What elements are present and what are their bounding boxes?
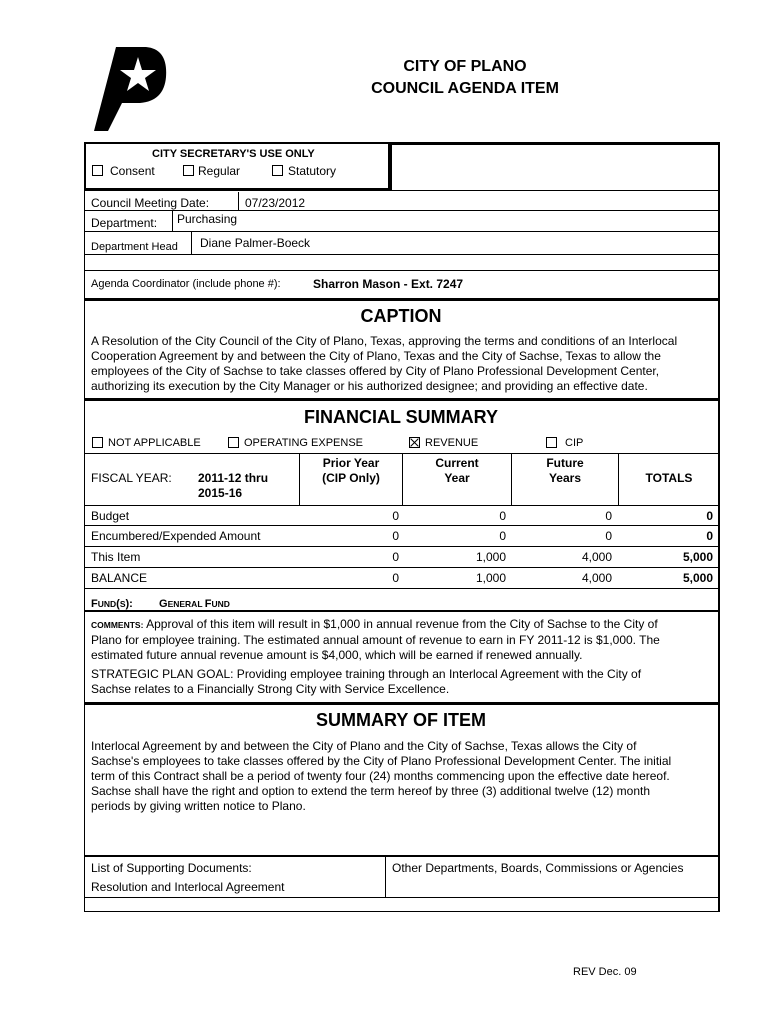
operating-expense-label: OPERATING EXPENSE: [244, 437, 363, 449]
consent-label: Consent: [110, 164, 155, 178]
row-balance-prior: 0: [392, 571, 399, 585]
revision-note: REV Dec. 09: [573, 966, 637, 978]
col-current-year: Current Year: [435, 456, 479, 485]
city-title: CITY OF PLANO: [403, 58, 527, 75]
col-totals: TOTALS: [645, 471, 693, 485]
caption-text: A Resolution of the City Council of the City of Plano, Texas, approving the terms and conditions of an Interlocal Cooperation Agreement by and between the City of Plano, Texas and the City of Sachse, Texas to allow the employees of the City of Sachse to take classes offered by City of Plano Professional Development Center, authorizing its execution by the City Manager or his authorized designee; and providing an effective date.: [91, 334, 678, 393]
row-this-item-prior: 0: [392, 550, 399, 564]
summary-text: Interlocal Agreement by and between the City of Plano and the City of Sachse, Texas allows the City of Sachse's employees to take classes offered by the City of Plano Professional Development Center. The initial term of this Contract shall be a period of twenty four (24) months commencing upon the effective date hereof. Sachse shall have the right and option to extend the term hereof by three (3) additional twelve (12) month periods by giving written notice to Plano.: [91, 739, 672, 813]
revenue-label: REVENUE: [425, 437, 479, 449]
agenda-item-title: COUNCIL AGENDA ITEM: [371, 80, 559, 97]
row-encumbered-future: 0: [605, 529, 612, 543]
coordinator-label: Agenda Coordinator (include phone #):: [91, 278, 281, 290]
strategic-plan-text: STRATEGIC PLAN GOAL: Providing employee training through an Interlocal Agreement with the City of Sachse relates to a Financially Strong City with Service Excellence.: [91, 667, 642, 696]
row-encumbered-prior: 0: [392, 529, 399, 543]
funds-value: GENERAL FUND: [159, 598, 230, 610]
meeting-date-value: 07/23/2012: [245, 196, 306, 210]
funds-label: FUND(S):: [91, 598, 133, 610]
row-balance-total: 5,000: [682, 571, 713, 585]
col-prior-year: Prior Year (CIP Only): [322, 456, 380, 485]
row-balance-current: 1,000: [475, 571, 506, 585]
city-of-plano-logo: [92, 45, 170, 133]
not-applicable-label: NOT APPLICABLE: [108, 437, 201, 449]
meeting-date-label: Council Meeting Date:: [91, 196, 210, 210]
row-this-item-total: 5,000: [682, 550, 713, 564]
fiscal-year-value-2: 2015-16: [198, 486, 243, 500]
col-future-years: Future Years: [546, 456, 584, 485]
row-encumbered-current: 0: [499, 529, 506, 543]
row-balance-label: BALANCE: [91, 571, 148, 585]
summary-title: SUMMARY OF ITEM: [316, 710, 486, 730]
department-head-label: Department Head: [91, 241, 178, 253]
row-budget-current: 0: [499, 509, 506, 523]
fiscal-year-value-1: 2011-12 thru: [198, 471, 269, 485]
supporting-docs-value: Resolution and Interlocal Agreement: [91, 880, 285, 894]
statutory-label: Statutory: [288, 164, 337, 178]
fiscal-year-label: FISCAL YEAR:: [91, 471, 172, 485]
row-this-item-future: 4,000: [581, 550, 612, 564]
row-this-item-current: 1,000: [475, 550, 506, 564]
row-encumbered-total: 0: [706, 529, 713, 543]
other-departments-label: Other Departments, Boards, Commissions or Agencies: [392, 861, 684, 875]
supporting-docs-label: List of Supporting Documents:: [91, 861, 252, 875]
row-budget-prior: 0: [392, 509, 399, 523]
row-balance-future: 4,000: [581, 571, 612, 585]
regular-label: Regular: [198, 164, 241, 178]
financial-summary-title: FINANCIAL SUMMARY: [304, 407, 498, 427]
cip-label: CIP: [565, 437, 584, 449]
department-head-value: Diane Palmer-Boeck: [200, 236, 311, 250]
cip-checkbox[interactable]: [546, 437, 557, 448]
row-budget-label: Budget: [91, 509, 130, 523]
not-applicable-checkbox[interactable]: [92, 437, 103, 448]
coordinator-value: Sharron Mason - Ext. 7247: [313, 277, 464, 291]
comments-text: COMMENTS: Approval of this item will result in $1,000 in annual revenue from the City of Sachse to the City of Plano for employee training. The estimated annual amount of revenue to earn in FY 2011-12 is $1,000. The estimated future annual revenue amount is $4,000, which will be earned if renewed annually.: [91, 617, 660, 662]
department-label: Department:: [91, 216, 158, 230]
comments-label: COMMENTS:: [91, 620, 144, 630]
regular-checkbox[interactable]: [183, 165, 194, 176]
row-budget-future: 0: [605, 509, 612, 523]
caption-title: CAPTION: [360, 306, 442, 326]
statutory-checkbox[interactable]: [272, 165, 283, 176]
row-this-item-label: This Item: [91, 550, 141, 564]
secretary-title: CITY SECRETARY'S USE ONLY: [152, 148, 315, 160]
revenue-checkbox[interactable]: [409, 437, 420, 448]
row-budget-total: 0: [706, 509, 713, 523]
operating-expense-checkbox[interactable]: [228, 437, 239, 448]
consent-checkbox[interactable]: [92, 165, 103, 176]
row-encumbered-label: Encumbered/Expended Amount: [91, 529, 261, 543]
department-value: Purchasing: [177, 212, 238, 226]
